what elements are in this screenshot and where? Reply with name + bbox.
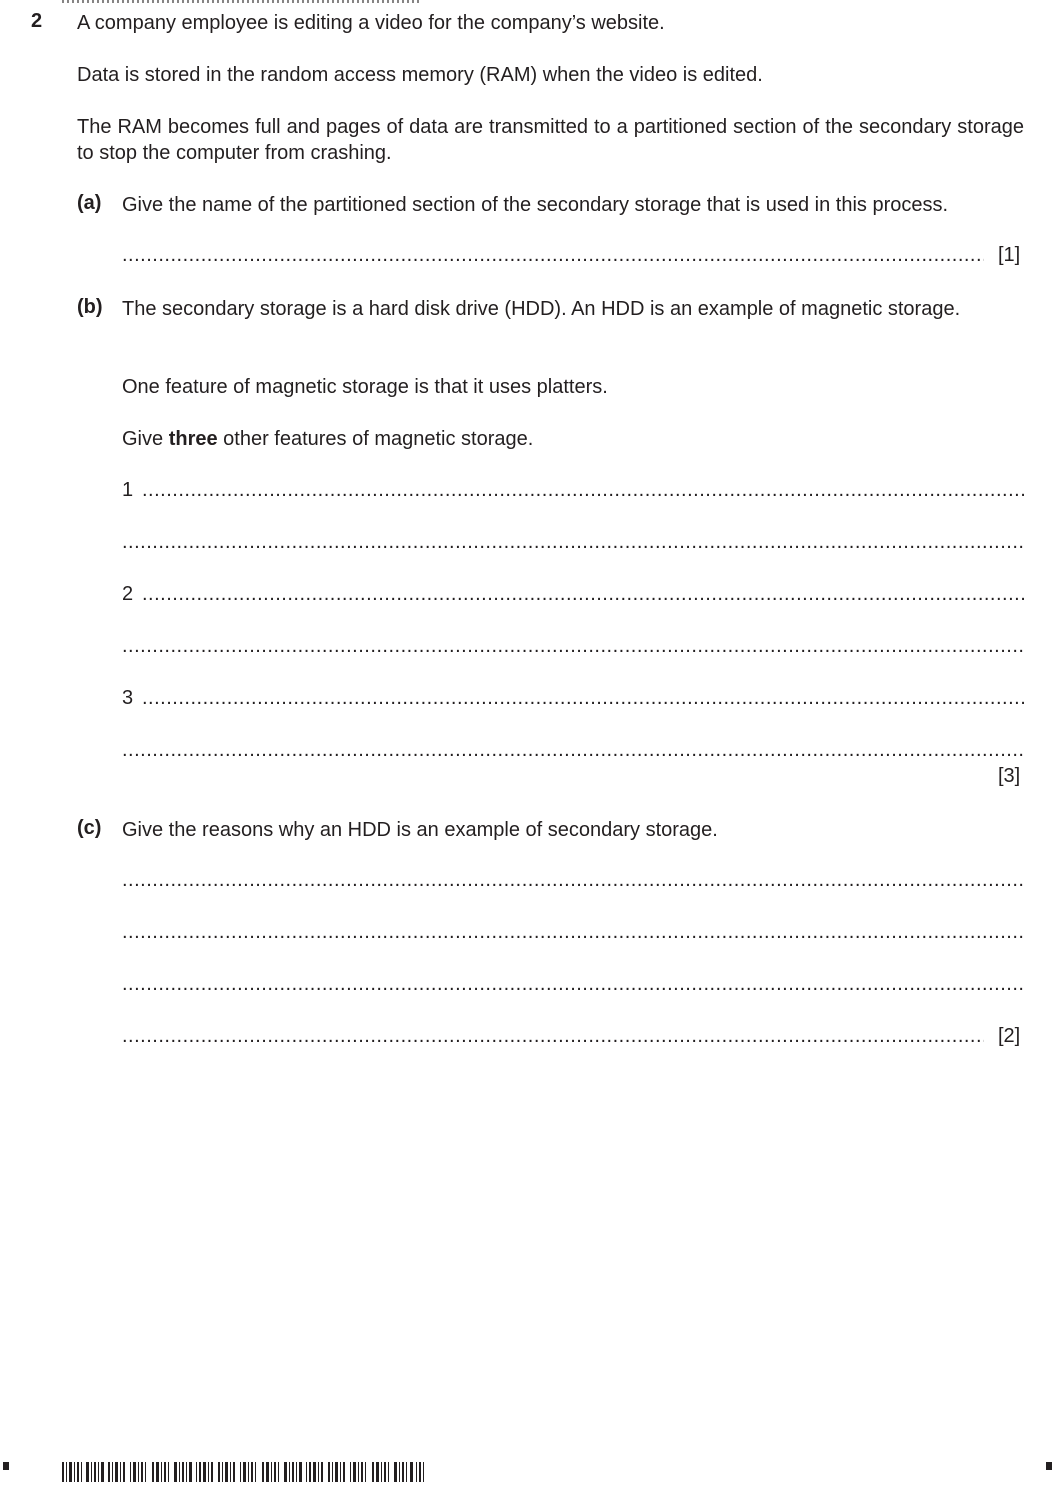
part-b-feature: One feature of magnetic storage is that it uses platters. (122, 376, 608, 398)
answer-line-b3b[interactable] (122, 739, 1024, 759)
part-a-text: Give the name of the partitioned section of the secondary storage that is used in this process. (122, 194, 949, 216)
top-strip (62, 0, 422, 3)
answer-line-b1b[interactable] (122, 531, 1024, 551)
answer-line-c2[interactable] (122, 921, 1024, 941)
feature-number-2: 2 (122, 583, 134, 605)
corner-mark-left (3, 1462, 9, 1470)
question-number: 2 (31, 10, 43, 32)
answer-line-a[interactable] (122, 244, 984, 264)
answer-line-c4[interactable] (122, 1025, 984, 1045)
instruction-prefix: Give (122, 428, 169, 450)
answer-line-c3[interactable] (122, 973, 1024, 993)
intro-line-2: Data is stored in the random access memory (RAM) when the video is edited. (77, 64, 763, 86)
part-c-label: (c) (77, 817, 102, 839)
answer-line-b1a[interactable] (142, 479, 1024, 499)
part-b-marks: [3] (998, 765, 1021, 787)
part-a-label: (a) (77, 192, 102, 214)
part-a-marks: [1] (998, 244, 1021, 266)
answer-line-b2a[interactable] (142, 583, 1024, 603)
feature-number-1: 1 (122, 479, 134, 501)
instruction-bold: three (168, 428, 218, 450)
part-c-text: Give the reasons why an HDD is an example of secondary storage. (122, 819, 718, 841)
part-b-text: The secondary storage is a hard disk drive (HDD). An HDD is an example of magnetic storage. (122, 298, 961, 320)
intro-line-1: A company employee is editing a video for the company’s website. (77, 12, 665, 34)
instruction-suffix: other features of magnetic storage. (217, 428, 534, 450)
corner-mark-right (1046, 1462, 1052, 1470)
part-b-instruction (122, 426, 1024, 452)
feature-number-3: 3 (122, 687, 134, 709)
intro-line-3: The RAM becomes full and pages of data are transmitted to a partitioned section of the secondary storage to stop the computer from crashing. (77, 116, 1024, 164)
answer-line-b2b[interactable] (122, 635, 1024, 655)
barcode (62, 1462, 424, 1482)
part-b-label: (b) (77, 296, 103, 318)
part-c-marks: [2] (998, 1025, 1021, 1047)
answer-line-c1[interactable] (122, 869, 1024, 889)
answer-line-b3a[interactable] (142, 687, 1024, 707)
